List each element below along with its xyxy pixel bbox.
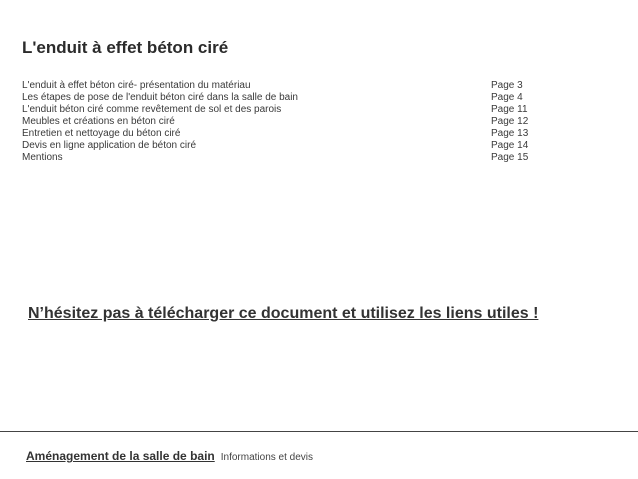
toc-entry-page: Page 15 — [491, 152, 529, 163]
toc-entry-page: Page 14 — [491, 140, 529, 151]
toc-entry-title: L'enduit béton ciré comme revêtement de sol et des parois — [22, 104, 282, 115]
toc-entry-page: Page 12 — [491, 116, 529, 127]
document-title: L'enduit à effet béton ciré — [22, 38, 229, 57]
toc-entry — [22, 140, 542, 152]
toc-entry — [22, 80, 542, 92]
toc-entry — [22, 116, 542, 128]
toc-entry — [22, 92, 542, 104]
toc-entry-title: Les étapes de pose de l'enduit béton ciré dans la salle de bain — [22, 92, 298, 103]
toc-entry — [22, 128, 542, 140]
toc-entry-title: L'enduit à effet béton ciré- présentation du matériau — [22, 80, 251, 91]
footer — [26, 447, 313, 465]
download-callout: N’hésitez pas à télécharger ce document et utilisez les liens utiles ! — [28, 305, 539, 322]
toc-entry-page: Page 11 — [491, 104, 528, 115]
toc-entry-title: Meubles et créations en béton ciré — [22, 116, 175, 127]
table-of-contents — [22, 80, 542, 164]
toc-entry — [22, 104, 542, 116]
toc-entry — [22, 152, 542, 164]
toc-entry-title: Mentions — [22, 152, 63, 163]
footer-link-bathroom[interactable]: Aménagement de la salle de bain — [26, 449, 215, 463]
footer-divider — [0, 431, 638, 432]
toc-entry-page: Page 3 — [491, 80, 523, 91]
toc-entry-page: Page 4 — [491, 92, 523, 103]
footer-text: Informations et devis — [220, 452, 313, 463]
toc-entry-page: Page 13 — [491, 128, 529, 139]
toc-entry-title: Devis en ligne application de béton ciré — [22, 140, 196, 151]
toc-entry-title: Entretien et nettoyage du béton ciré — [22, 128, 181, 139]
